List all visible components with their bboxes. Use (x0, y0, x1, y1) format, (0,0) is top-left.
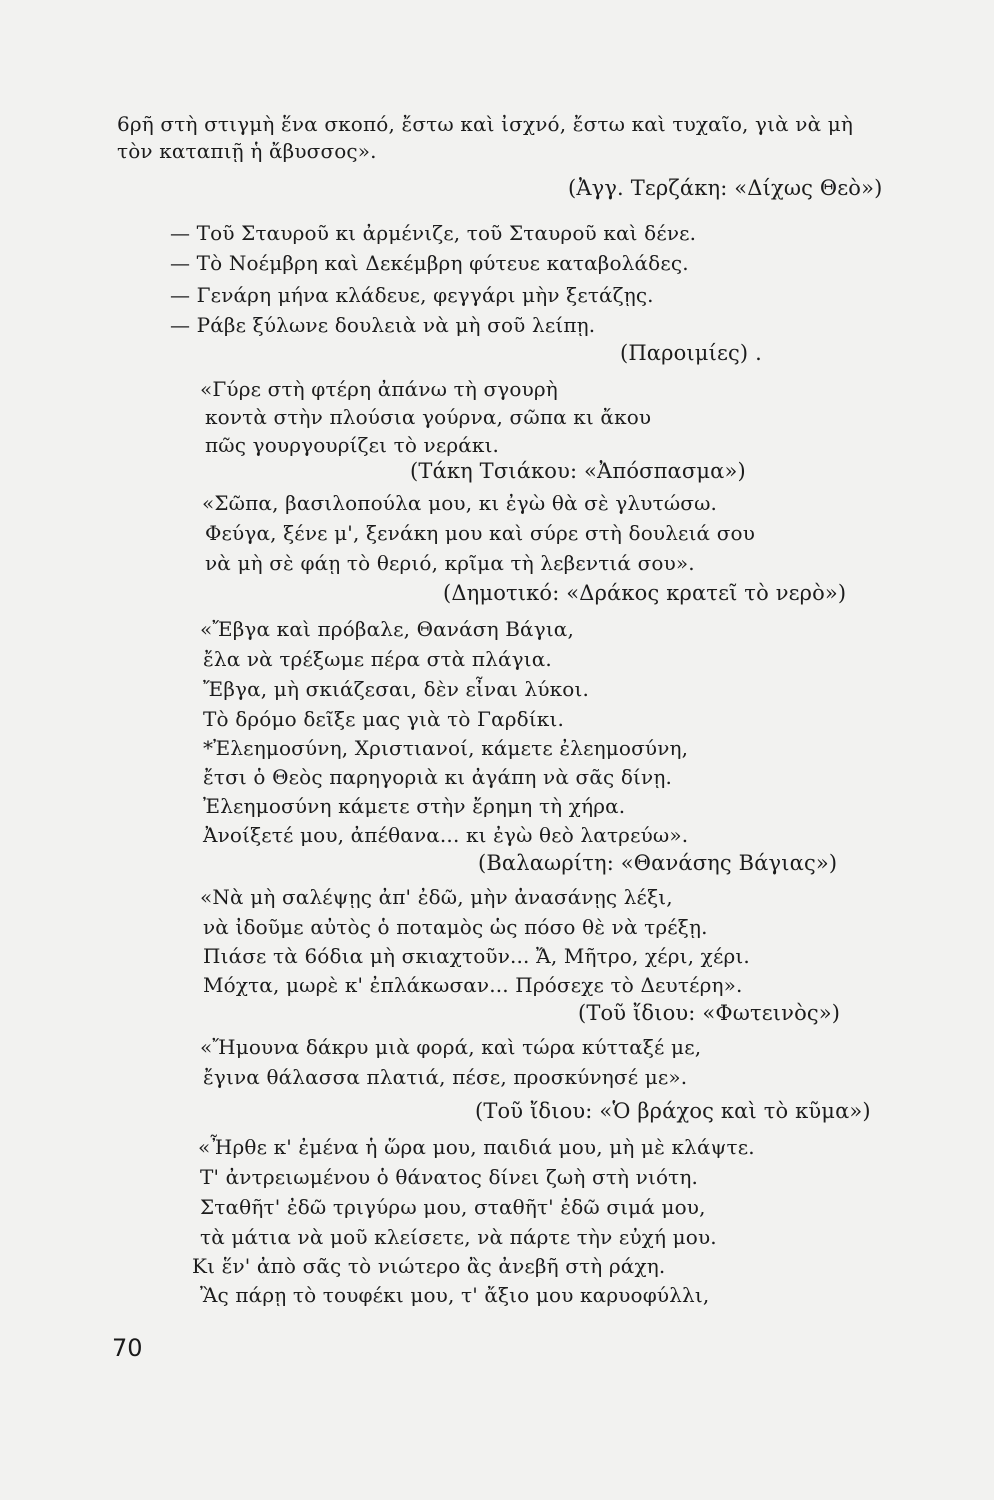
tsiakou-line-2: κοντὰ στὴν πλούσια γούρνα, σῶπα κι ἄκου (205, 405, 652, 429)
intro-line-2: τὸν καταπιῇ ἡ ἄβυσσος». (117, 139, 377, 163)
vagias-line-4: Τὸ δρόμο δεῖξε μας γιὰ τὸ Γαρδίκι. (203, 707, 564, 731)
vrachos-line-2: ἔγινα θάλασσα πλατιά, πέσε, προσκύνησέ με». (203, 1065, 688, 1089)
vagias-line-1: «Ἔβγα καὶ πρόβαλε, Θανάση Βάγια, (200, 617, 574, 641)
source-tsiakou: (Τάκη Τσιάκου: «Ἀπόσπασμα») (410, 459, 746, 483)
tsiakou-line-3: πῶς γουργουρίζει τὸ νεράκι. (205, 433, 500, 457)
final-line-6: Ἂς πάρῃ τὸ τουφέκι μου, τ' ἄξιο μου καρυοφύλλι, (200, 1283, 710, 1307)
final-line-4: τὰ μάτια νὰ μοῦ κλείσετε, νὰ πάρτε τὴν εὐχή μου. (200, 1225, 717, 1249)
vagias-line-7: Ἐλεημοσύνη κάμετε στὴν ἔρημη τὴ χήρα. (203, 794, 626, 818)
proverb-line-3: — Γενάρη μήνα κλάδευε, φεγγάρι μὴν ξετάζῃς. (170, 283, 654, 307)
proverb-line-1: — Τοῦ Σταυροῦ κι ἀρμένιζε, τοῦ Σταυροῦ καὶ δένε. (170, 221, 697, 245)
dimotiko-line-2: Φεύγα, ξένε μ', ξενάκη μου καὶ σύρε στὴ δουλειά σου (205, 521, 756, 545)
final-line-3: Σταθῆτ' ἐδῶ τριγύρω μου, σταθῆτ' ἐδῶ σιμά μου, (200, 1195, 706, 1219)
foteinos-line-4: Μόχτα, μωρὲ κ' ἐπλάκωσαν... Πρόσεχε τὸ Δευτέρη». (203, 973, 743, 997)
source-proverbs: (Παροιμίες) . (620, 341, 762, 365)
proverb-line-4: — Ράβε ξύλωνε δουλειὰ νὰ μὴ σοῦ λείπῃ. (170, 313, 596, 337)
tsiakou-line-1: «Γύρε στὴ φτέρη ἀπάνω τὴ σγουρὴ (200, 377, 558, 401)
foteinos-line-2: νὰ ἰδοῦμε αὐτὸς ὁ ποταμὸς ὡς πόσο θὲ νὰ τρέξῃ. (203, 915, 708, 939)
vagias-line-2: ἔλα νὰ τρέξωμε πέρα στὰ πλάγια. (203, 647, 552, 671)
intro-line-1: 6ρῆ στὴ στιγμὴ ἕνα σκοπό, ἔστω καὶ ἰσχνό, ἔστω καὶ τυχαῖο, γιὰ νὰ μὴ (117, 112, 854, 136)
source-vrachos: (Τοῦ ἴδιου: «Ὁ βράχος καὶ τὸ κῦμα») (475, 1099, 871, 1123)
vagias-line-6: ἔτσι ὁ Θεὸς παρηγοριὰ κι ἀγάπη νὰ σᾶς δίνῃ. (203, 765, 672, 789)
proverb-line-2: — Τὸ Νοέμβρη καὶ Δεκέμβρη φύτευε καταβολάδες. (170, 251, 689, 275)
vagias-line-8: Ἀνοίξετέ μου, ἀπέθανα... κι ἐγὼ θεὸ λατρεύω». (203, 823, 689, 847)
final-line-5: Κι ἕν' ἀπὸ σᾶς τὸ νιώτερο ἂς ἀνεβῆ στὴ ράχη. (192, 1254, 666, 1278)
source-foteinos: (Τοῦ ἴδιου: «Φωτεινὸς») (578, 1001, 841, 1025)
foteinos-line-3: Πιάσε τὰ 6όδια μὴ σκιαχτοῦν... Ἄ, Μῆτρο, χέρι, χέρι. (203, 944, 750, 968)
vrachos-line-1: «Ἤμουνα δάκρυ μιὰ φορά, καὶ τώρα κύτταξέ με, (200, 1035, 702, 1059)
final-line-1: «Ἦρθε κ' ἐμένα ἡ ὥρα μου, παιδιά μου, μὴ μὲ κλάψτε. (198, 1135, 755, 1159)
page-number: 70 (112, 1334, 143, 1362)
vagias-line-3: Ἔβγα, μὴ σκιάζεσαι, δὲν εἶναι λύκοι. (203, 677, 589, 701)
source-vagias: (Βαλαωρίτη: «Θανάσης Βάγιας») (478, 851, 838, 875)
vagias-line-5: *Ἐλεημοσύνη, Χριστιανοί, κάμετε ἐλεημοσύνη, (203, 736, 689, 760)
final-line-2: Τ' ἀντρειωμένου ὁ θάνατος δίνει ζωὴ στὴ νιότη. (200, 1165, 699, 1189)
dimotiko-line-1: «Σῶπα, βασιλοπούλα μου, κι ἐγὼ θὰ σὲ γλυτώσω. (202, 491, 718, 515)
dimotiko-line-3: νὰ μὴ σὲ φάῃ τὸ θεριό, κρῖμα τὴ λεβεντιά σου». (205, 551, 695, 575)
source-terzaki: (Ἀγγ. Τερζάκη: «Δίχως Θεὸ») (568, 176, 883, 200)
source-dimotiko: (Δημοτικό: «Δράκος κρατεῖ τὸ νερὸ») (443, 581, 847, 605)
foteinos-line-1: «Νὰ μὴ σαλέψῃς ἀπ' ἐδῶ, μὴν ἀνασάνῃς λέξι, (200, 885, 673, 909)
